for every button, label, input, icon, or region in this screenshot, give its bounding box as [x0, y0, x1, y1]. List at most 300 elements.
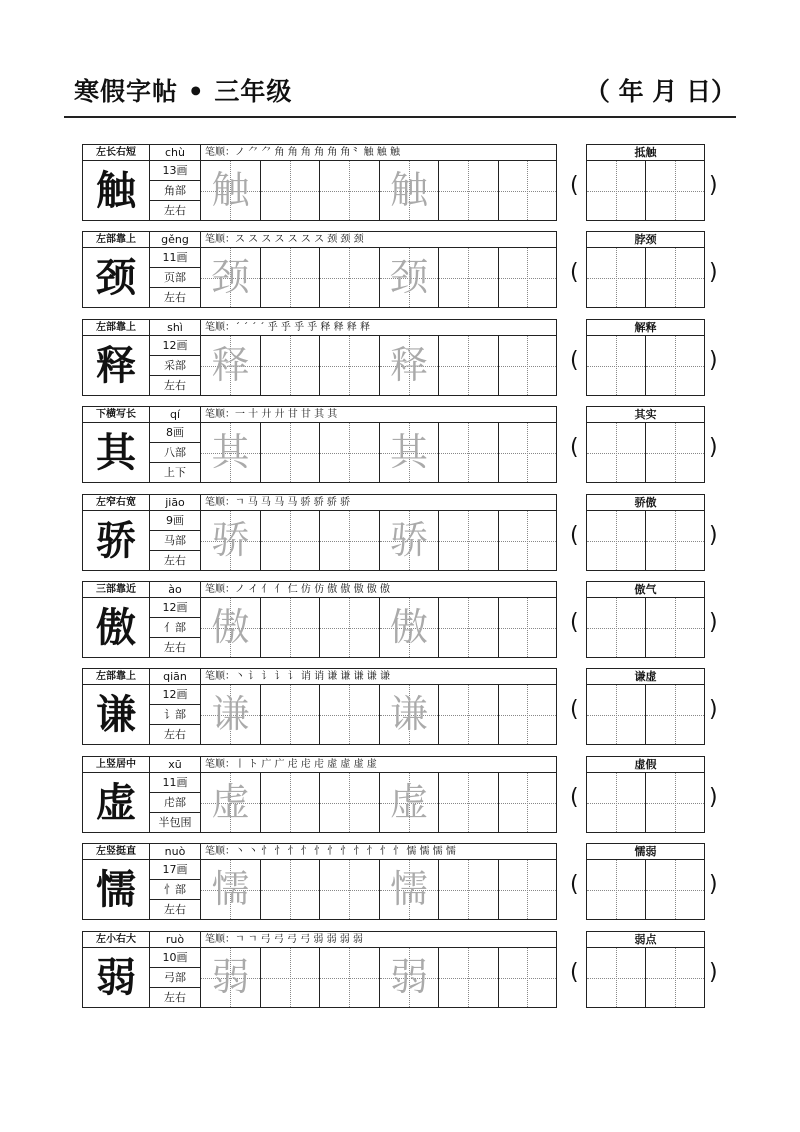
stroke-order [200, 231, 557, 248]
writing-tip: 左窄右宽 [82, 494, 150, 511]
vocab-practice-grid [586, 247, 705, 308]
writing-tip: 左长右短 [82, 144, 150, 161]
stroke-count: 9画 [149, 510, 201, 531]
pinyin: gěng [149, 231, 201, 248]
practice-cell[interactable] [261, 336, 321, 395]
stroke-order-label: 笔顺： [205, 147, 235, 158]
vocab-word: 弱点 [586, 931, 705, 948]
stroke-order-sequence: 丶 丶 忄 忄 忄 忄 忄 忄 忄 忄 忄 忄 忄 懦 懦 懦 懦 [235, 846, 456, 857]
open-paren: ( [570, 785, 579, 810]
character-entry [0, 843, 800, 921]
radical: 忄部 [149, 879, 201, 900]
stroke-order-label: 笔顺： [205, 671, 235, 682]
model-character-box [82, 335, 150, 396]
writing-tip: 上竖居中 [82, 756, 150, 773]
radical: 八部 [149, 442, 201, 463]
stroke-order [200, 319, 557, 336]
guide-line-horizontal [587, 541, 645, 542]
model-character: 触 [96, 167, 136, 214]
practice-cell[interactable] [261, 773, 321, 832]
practice-cell[interactable] [261, 511, 321, 570]
practice-cell[interactable] [439, 685, 499, 744]
guide-line-horizontal [261, 191, 320, 192]
practice-cell[interactable] [439, 248, 499, 307]
practice-cell[interactable] [320, 423, 380, 482]
guide-line-horizontal [261, 453, 320, 454]
model-character-box [82, 247, 150, 308]
practice-cell[interactable] [499, 598, 557, 657]
vocab-cell[interactable] [587, 598, 646, 657]
close-paren: ) [709, 173, 718, 198]
radical: 采部 [149, 355, 201, 376]
character-entry [0, 494, 800, 572]
model-character-box [82, 422, 150, 483]
structure: 左右 [149, 637, 201, 658]
guide-line-horizontal [499, 628, 557, 629]
stroke-order [200, 843, 557, 860]
stroke-order-sequence: 一 十 廾 廾 甘 甘 其 其 [235, 409, 338, 420]
guide-line-horizontal [587, 453, 645, 454]
practice-cell[interactable] [320, 248, 380, 307]
stroke-count: 17画 [149, 859, 201, 880]
practice-cell[interactable] [320, 511, 380, 570]
guide-line-horizontal [320, 890, 379, 891]
model-character: 颈 [96, 254, 136, 301]
open-paren: ( [570, 523, 579, 548]
pinyin: jiāo [149, 494, 201, 511]
open-paren: ( [570, 697, 579, 722]
pinyin: nuò [149, 843, 201, 860]
guide-line-horizontal [261, 890, 320, 891]
writing-tip: 左小右大 [82, 931, 150, 948]
practice-cell[interactable] [439, 598, 499, 657]
trace-character: 释 [211, 343, 250, 387]
vocab-cell[interactable] [587, 336, 646, 395]
guide-line-horizontal [439, 366, 498, 367]
guide-line-horizontal [646, 628, 704, 629]
practice-grid [200, 684, 557, 745]
practice-cell[interactable] [320, 685, 380, 744]
trace-character: 弱 [389, 955, 428, 999]
guide-line-horizontal [587, 278, 645, 279]
model-character: 虚 [96, 779, 136, 826]
model-character-box [82, 684, 150, 745]
practice-cell[interactable] [261, 248, 321, 307]
guide-line-horizontal [499, 278, 557, 279]
guide-line-horizontal [261, 628, 320, 629]
trace-character: 傲 [211, 605, 250, 649]
guide-line-horizontal [439, 715, 498, 716]
close-paren: ) [709, 960, 718, 985]
practice-grid [200, 160, 557, 221]
guide-line-horizontal [587, 366, 645, 367]
stroke-order-label: 笔顺： [205, 759, 235, 770]
vocab-cell[interactable] [646, 773, 704, 832]
practice-grid [200, 335, 557, 396]
guide-line-horizontal [587, 628, 645, 629]
vocab-cell[interactable] [587, 161, 646, 220]
practice-cell[interactable] [320, 598, 380, 657]
open-paren: ( [570, 260, 579, 285]
vocab-cell[interactable] [587, 860, 646, 919]
guide-line-horizontal [587, 978, 645, 979]
stroke-order-label: 笔顺： [205, 584, 235, 595]
trace-character: 谦 [211, 692, 250, 736]
practice-cell[interactable] [261, 948, 321, 1007]
vocab-practice-grid [586, 684, 705, 745]
guide-line-horizontal [646, 890, 704, 891]
stroke-order [200, 494, 557, 511]
close-paren: ) [709, 872, 718, 897]
stroke-count: 12画 [149, 597, 201, 618]
practice-cell[interactable] [320, 161, 380, 220]
practice-cell[interactable] [261, 598, 321, 657]
vocab-practice-grid [586, 422, 705, 483]
practice-cell[interactable] [499, 860, 557, 919]
stroke-order-label: 笔顺： [205, 409, 235, 420]
stroke-count: 13画 [149, 160, 201, 181]
practice-grid [200, 947, 557, 1008]
radical: 页部 [149, 267, 201, 288]
structure: 左右 [149, 375, 201, 396]
guide-line-horizontal [499, 453, 557, 454]
close-paren: ) [709, 785, 718, 810]
model-character: 其 [96, 429, 136, 476]
character-entry [0, 406, 800, 484]
model-character: 弱 [96, 954, 136, 1001]
guide-line-horizontal [439, 453, 498, 454]
vocab-cell[interactable] [646, 685, 704, 744]
trace-character: 懦 [389, 867, 428, 911]
guide-line-horizontal [646, 191, 704, 192]
model-character: 傲 [96, 604, 136, 651]
model-character-box [82, 772, 150, 833]
vocab-cell[interactable] [646, 511, 704, 570]
vocab-cell[interactable] [587, 685, 646, 744]
character-entry [0, 231, 800, 309]
practice-grid [200, 422, 557, 483]
practice-cell[interactable] [499, 685, 557, 744]
guide-line-horizontal [499, 890, 557, 891]
open-paren: ( [570, 348, 579, 373]
radical: 虍部 [149, 792, 201, 813]
stroke-order-sequence: ス ス ス ス ス ス ス 颈 颈 颈 [235, 234, 364, 245]
guide-line-horizontal [499, 978, 557, 979]
stroke-order-label: 笔顺： [205, 497, 235, 508]
practice-cell[interactable] [499, 773, 557, 832]
practice-grid [200, 510, 557, 571]
guide-line-horizontal [439, 278, 498, 279]
vocab-cell[interactable] [587, 423, 646, 482]
practice-cell[interactable] [439, 948, 499, 1007]
vocab-word: 抵触 [586, 144, 705, 161]
vocab-cell[interactable] [646, 860, 704, 919]
stroke-order-sequence: ㄱ 马 马 马 马 骄 骄 骄 骄 [235, 497, 351, 508]
practice-cell[interactable] [261, 685, 321, 744]
practice-grid [200, 772, 557, 833]
guide-line-horizontal [646, 453, 704, 454]
model-character-box [82, 510, 150, 571]
guide-line-horizontal [646, 803, 704, 804]
open-paren: ( [570, 960, 579, 985]
guide-line-horizontal [439, 890, 498, 891]
vocab-practice-grid [586, 772, 705, 833]
guide-line-horizontal [646, 278, 704, 279]
stroke-order-sequence: 丨 ト 广 广 虍 虍 虍 虚 虚 虚 虚 [235, 759, 377, 770]
practice-cell[interactable] [320, 773, 380, 832]
guide-line-horizontal [261, 278, 320, 279]
vocab-practice-grid [586, 335, 705, 396]
trace-character: 触 [211, 168, 250, 212]
stroke-order [200, 668, 557, 685]
practice-cell[interactable] [499, 948, 557, 1007]
close-paren: ) [709, 348, 718, 373]
trace-character: 颈 [211, 255, 250, 299]
radical: 讠部 [149, 704, 201, 725]
stroke-order [200, 931, 557, 948]
guide-line-horizontal [261, 541, 320, 542]
guide-line-horizontal [499, 366, 557, 367]
vocab-word: 其实 [586, 406, 705, 423]
guide-line-horizontal [320, 541, 379, 542]
writing-tip: 下横写长 [82, 406, 150, 423]
character-entry [0, 144, 800, 222]
guide-line-horizontal [261, 978, 320, 979]
trace-character: 其 [211, 430, 250, 474]
guide-line-horizontal [439, 803, 498, 804]
writing-tip: 左部靠上 [82, 319, 150, 336]
practice-cell[interactable] [439, 511, 499, 570]
vocab-word: 傲气 [586, 581, 705, 598]
vocab-cell[interactable] [646, 248, 704, 307]
model-character-box [82, 160, 150, 221]
open-paren: ( [570, 435, 579, 460]
guide-line-horizontal [320, 628, 379, 629]
guide-line-horizontal [646, 715, 704, 716]
practice-cell[interactable] [499, 511, 557, 570]
stroke-order-label: 笔顺： [205, 934, 235, 945]
close-paren: ) [709, 697, 718, 722]
practice-cell[interactable] [439, 161, 499, 220]
structure: 左右 [149, 987, 201, 1008]
practice-cell[interactable] [499, 248, 557, 307]
structure: 左右 [149, 200, 201, 221]
stroke-count: 12画 [149, 335, 201, 356]
vocab-cell[interactable] [587, 248, 646, 307]
model-character-box [82, 947, 150, 1008]
stroke-count: 8画 [149, 422, 201, 443]
pinyin: shì [149, 319, 201, 336]
stroke-order [200, 406, 557, 423]
worksheet-title: 寒假字帖 • 三年级 [74, 77, 293, 106]
stroke-order-sequence: ノ イ 亻 亻 仁 仿 仿 傲 傲 傲 傲 傲 [235, 584, 390, 595]
structure: 左右 [149, 550, 201, 571]
stroke-count: 11画 [149, 247, 201, 268]
guide-line-horizontal [320, 453, 379, 454]
guide-line-horizontal [320, 978, 379, 979]
guide-line-horizontal [499, 715, 557, 716]
date-field: （ 年 月 日） [584, 77, 736, 106]
trace-character: 谦 [389, 692, 428, 736]
radical: 亻部 [149, 617, 201, 638]
structure: 左右 [149, 899, 201, 920]
trace-character: 弱 [211, 955, 250, 999]
practice-cell[interactable] [261, 860, 321, 919]
guide-line-horizontal [439, 978, 498, 979]
radical: 角部 [149, 180, 201, 201]
stroke-order-sequence: 丶 讠 讠 讠 讠 诮 诮 谦 谦 谦 谦 谦 [235, 671, 390, 682]
vocab-practice-grid [586, 160, 705, 221]
open-paren: ( [570, 872, 579, 897]
radical: 马部 [149, 530, 201, 551]
character-entry [0, 319, 800, 397]
vocab-practice-grid [586, 597, 705, 658]
close-paren: ) [709, 523, 718, 548]
open-paren: ( [570, 173, 579, 198]
vocab-word: 解释 [586, 319, 705, 336]
practice-cell[interactable] [499, 161, 557, 220]
guide-line-horizontal [587, 890, 645, 891]
trace-character: 骄 [211, 518, 250, 562]
stroke-order-sequence: ㄱ ㄱ 弓 弓 弓 弓 弱 弱 弱 弱 [235, 934, 363, 945]
stroke-order-sequence: ノ ⺈ ⺈ 角 角 角 角 角 角⺀ 触 触 触 [235, 147, 400, 158]
stroke-order [200, 581, 557, 598]
practice-cell[interactable] [439, 860, 499, 919]
stroke-count: 11画 [149, 772, 201, 793]
practice-cell[interactable] [439, 773, 499, 832]
vocab-cell[interactable] [646, 598, 704, 657]
guide-line-horizontal [261, 715, 320, 716]
vocab-word: 骄傲 [586, 494, 705, 511]
vocab-word: 谦虚 [586, 668, 705, 685]
stroke-order [200, 756, 557, 773]
practice-cell[interactable] [439, 336, 499, 395]
guide-line-horizontal [261, 803, 320, 804]
trace-character: 虚 [211, 780, 250, 824]
practice-cell[interactable] [499, 336, 557, 395]
guide-line-horizontal [439, 191, 498, 192]
stroke-order-sequence: ˊ ˊ ˊ ˊ 乎 乎 乎 乎 释 释 释 释 [235, 322, 370, 333]
structure: 左右 [149, 287, 201, 308]
guide-line-horizontal [320, 803, 379, 804]
trace-character: 释 [389, 343, 428, 387]
pinyin: qiān [149, 668, 201, 685]
close-paren: ) [709, 610, 718, 635]
pinyin: ruò [149, 931, 201, 948]
practice-cell[interactable] [499, 423, 557, 482]
trace-character: 颈 [389, 255, 428, 299]
close-paren: ) [709, 260, 718, 285]
model-character-box [82, 859, 150, 920]
guide-line-horizontal [320, 278, 379, 279]
character-entry [0, 756, 800, 834]
trace-character: 虚 [389, 780, 428, 824]
guide-line-horizontal [320, 191, 379, 192]
vocab-cell[interactable] [646, 161, 704, 220]
open-paren: ( [570, 610, 579, 635]
guide-line-horizontal [320, 366, 379, 367]
vocab-word: 懦弱 [586, 843, 705, 860]
writing-tip: 左部靠上 [82, 668, 150, 685]
practice-cell[interactable] [320, 948, 380, 1007]
vocab-cell[interactable] [646, 948, 704, 1007]
structure: 上下 [149, 462, 201, 483]
vocab-cell[interactable] [587, 773, 646, 832]
header-divider [64, 116, 736, 118]
guide-line-horizontal [499, 191, 557, 192]
vocab-cell[interactable] [587, 511, 646, 570]
vocab-practice-grid [586, 947, 705, 1008]
structure: 半包围 [149, 812, 201, 833]
guide-line-horizontal [439, 628, 498, 629]
guide-line-horizontal [320, 715, 379, 716]
vocab-cell[interactable] [587, 948, 646, 1007]
guide-line-horizontal [261, 366, 320, 367]
model-character: 释 [96, 342, 136, 389]
practice-grid [200, 247, 557, 308]
model-character-box [82, 597, 150, 658]
pinyin: xū [149, 756, 201, 773]
character-entry [0, 931, 800, 1009]
character-entry [0, 668, 800, 746]
practice-cell[interactable] [261, 161, 321, 220]
vocab-cell[interactable] [646, 336, 704, 395]
vocab-practice-grid [586, 859, 705, 920]
guide-line-horizontal [587, 191, 645, 192]
model-character: 骄 [96, 517, 136, 564]
guide-line-horizontal [587, 803, 645, 804]
practice-grid [200, 859, 557, 920]
model-character: 谦 [96, 691, 136, 738]
radical: 弓部 [149, 967, 201, 988]
practice-cell[interactable] [439, 423, 499, 482]
practice-cell[interactable] [320, 860, 380, 919]
guide-line-horizontal [587, 715, 645, 716]
stroke-order [200, 144, 557, 161]
stroke-count: 10画 [149, 947, 201, 968]
practice-cell[interactable] [261, 423, 321, 482]
trace-character: 懦 [211, 867, 250, 911]
pinyin: ào [149, 581, 201, 598]
stroke-order-label: 笔顺： [205, 234, 235, 245]
trace-character: 傲 [389, 605, 428, 649]
pinyin: qí [149, 406, 201, 423]
vocab-practice-grid [586, 510, 705, 571]
practice-cell[interactable] [320, 336, 380, 395]
stroke-order-label: 笔顺： [205, 846, 235, 857]
model-character: 懦 [96, 866, 136, 913]
guide-line-horizontal [499, 803, 557, 804]
vocab-word: 脖颈 [586, 231, 705, 248]
stroke-count: 12画 [149, 684, 201, 705]
pinyin: chù [149, 144, 201, 161]
trace-character: 骄 [389, 518, 428, 562]
guide-line-horizontal [646, 541, 704, 542]
guide-line-horizontal [499, 541, 557, 542]
stroke-order-label: 笔顺： [205, 322, 235, 333]
practice-grid [200, 597, 557, 658]
character-entry [0, 581, 800, 659]
vocab-cell[interactable] [646, 423, 704, 482]
writing-tip: 左竖挺直 [82, 843, 150, 860]
guide-line-horizontal [646, 366, 704, 367]
vocab-word: 虚假 [586, 756, 705, 773]
writing-tip: 三部靠近 [82, 581, 150, 598]
guide-line-horizontal [439, 541, 498, 542]
guide-line-horizontal [646, 978, 704, 979]
writing-tip: 左部靠上 [82, 231, 150, 248]
trace-character: 其 [389, 430, 428, 474]
